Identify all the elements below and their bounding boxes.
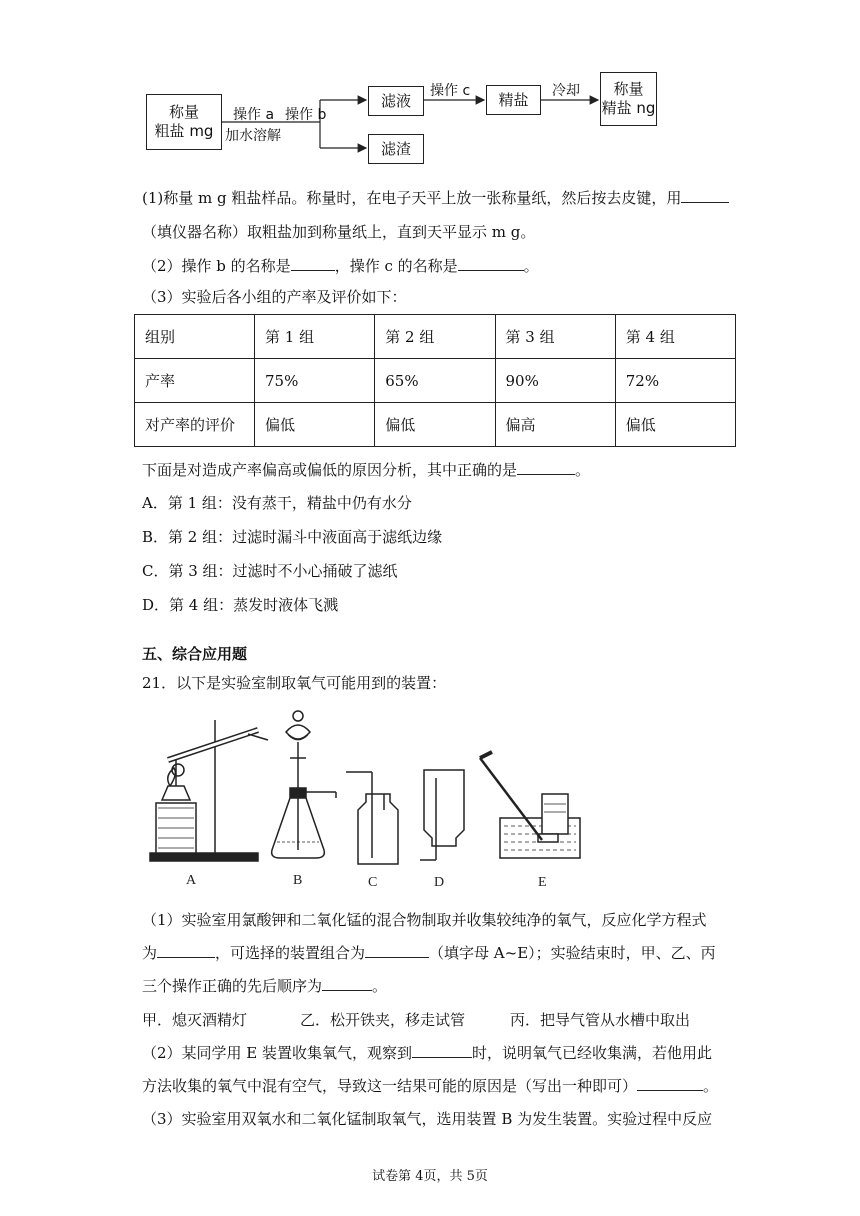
apparatus-label-a: A: [186, 873, 197, 888]
label-operation-c: 操作 c: [430, 83, 471, 99]
table-cell: 偏高: [495, 403, 615, 447]
apparatus-d: [420, 770, 464, 860]
option-b: B．第 2 组：过滤时漏斗中液面高于滤纸边缘: [142, 528, 443, 546]
answer-blank[interactable]: [157, 943, 215, 958]
option-d: D．第 4 组：蒸发时液体飞溅: [142, 596, 339, 614]
q20-analysis-text: 下面是对造成产率偏高或偏低的原因分析，其中正确的是: [142, 461, 518, 479]
box-refined-salt: 精盐: [486, 85, 541, 115]
q20-p2-text-b: ，操作 c 的名称是: [334, 257, 458, 275]
yield-table: [134, 314, 736, 447]
box-final-line2: 精盐 ng: [601, 99, 656, 117]
box-residue: 滤渣: [368, 134, 424, 164]
op-yi: 乙．松开铁夹，移走试管: [300, 1011, 466, 1029]
option-a: A．第 1 组：没有蒸干，精盐中仍有水分: [142, 494, 412, 512]
table-cell: 产率: [135, 359, 255, 403]
table-row: [135, 403, 736, 447]
table-cell: 第 4 组: [615, 315, 735, 359]
label-operation-b: 操作 b: [285, 107, 327, 123]
q20-p2: [142, 256, 539, 276]
apparatus-illustration: [140, 700, 590, 895]
answer-blank[interactable]: [637, 1076, 703, 1091]
page-footer: 试卷第 4页，共 5页: [372, 1169, 488, 1184]
answer-blank[interactable]: [412, 1043, 472, 1058]
label-operation-a: 操作 a: [233, 107, 275, 123]
answer-blank[interactable]: [365, 943, 429, 958]
q21-s1-line1: （1）实验室用氯酸钾和二氧化锰的混合物制取并收集较纯净的氧气，反应化学方程式: [142, 911, 707, 929]
table-cell: 偏低: [615, 403, 735, 447]
q21-s1-text-d: 三个操作正确的先后顺序为: [142, 977, 323, 995]
flowchart: [0, 0, 860, 175]
box-weigh-refined-salt: [600, 72, 657, 126]
answer-blank[interactable]: [681, 188, 729, 203]
table-cell: 第 3 组: [495, 315, 615, 359]
label-cool: 冷却: [552, 83, 580, 99]
section-heading: 五、综合应用题: [142, 645, 248, 663]
table-cell: 组别: [135, 315, 255, 359]
q21-s1-text-a: 为: [142, 944, 158, 962]
q21-s2-text-b: 时，说明氧气已经收集满，若他用此: [472, 1044, 713, 1062]
table-cell: 对产率的评价: [135, 403, 255, 447]
box-filtrate: 滤液: [368, 86, 424, 116]
q21-s2-line2: [142, 1076, 718, 1096]
answer-blank[interactable]: [322, 976, 372, 991]
q20-p3: （3）实验后各小组的产率及评价如下：: [142, 288, 407, 306]
table-cell: 偏低: [255, 403, 375, 447]
apparatus-a: [150, 720, 268, 861]
q21-s2-text-c: 方法收集的氧气中混有空气，导致这一结果可能的原因是（写出一种即可）: [142, 1077, 638, 1095]
apparatus-label-d: D: [434, 875, 445, 890]
q20-analysis: [142, 460, 590, 480]
table-cell: 75%: [255, 359, 375, 403]
q21-s1-text-b: ，可选择的装置组合为: [215, 944, 366, 962]
q20-p1-line1: [142, 188, 729, 208]
apparatus-label-b: B: [293, 873, 303, 888]
table-cell: 65%: [375, 359, 495, 403]
table-row: [135, 359, 736, 403]
apparatus-label-e: E: [538, 875, 547, 890]
q21-s2-text-d: 。: [703, 1077, 719, 1095]
q20-p2-text-a: （2）操作 b 的名称是: [142, 257, 291, 275]
box-weigh-crude-salt: [146, 94, 222, 150]
q20-p1-line2: （填仪器名称）取粗盐加到称量纸上，直到天平显示 m g。: [142, 223, 536, 241]
table-row: [135, 315, 736, 359]
apparatus-label-c: C: [368, 875, 378, 890]
apparatus-e: [480, 752, 580, 858]
q21-s1-text-e: 。: [372, 977, 388, 995]
op-jia: 甲．熄灭酒精灯: [142, 1011, 248, 1029]
q21-s1-text-c: （填字母 A~E）；实验结束时，甲、乙、丙: [429, 944, 716, 962]
q21-intro: 21．以下是实验室制取氧气可能用到的装置：: [142, 674, 447, 692]
q20-analysis-end: 。: [575, 461, 591, 479]
q21-s1-line3: [142, 976, 387, 996]
q21-s1-line2: [142, 943, 716, 963]
q21-s2-line1: [142, 1043, 712, 1063]
label-dissolve: 加水溶解: [225, 128, 281, 144]
table-cell: 第 1 组: [255, 315, 375, 359]
q21-s3-line1: （3）实验室用双氧水和二氧化锰制取氧气，选用装置 B 为发生装置。实验过程中反应: [142, 1110, 713, 1128]
q20-p1-text: (1)称量 m g 粗盐样品。称量时，在电子天平上放一张称量纸，然后按去皮键，用: [142, 189, 682, 207]
table-cell: 90%: [495, 359, 615, 403]
box-weigh-line2: 粗盐 mg: [154, 122, 214, 140]
table-cell: 偏低: [375, 403, 495, 447]
table-cell: 72%: [615, 359, 735, 403]
box-final-line1: 称量: [613, 80, 644, 98]
answer-blank[interactable]: [291, 256, 335, 271]
apparatus-b: [272, 711, 336, 858]
answer-blank[interactable]: [517, 460, 575, 475]
box-weigh-line1: 称量: [168, 103, 199, 121]
op-bing: 丙．把导气管从水槽中取出: [510, 1011, 691, 1029]
option-c: C．第 3 组：过滤时不小心捅破了滤纸: [142, 562, 398, 580]
q20-p2-text-c: 。: [523, 257, 539, 275]
q21-s2-text-a: （2）某同学用 E 装置收集氧气，观察到: [142, 1044, 413, 1062]
apparatus-c: [346, 772, 398, 864]
table-cell: 第 2 组: [375, 315, 495, 359]
answer-blank[interactable]: [458, 256, 524, 271]
